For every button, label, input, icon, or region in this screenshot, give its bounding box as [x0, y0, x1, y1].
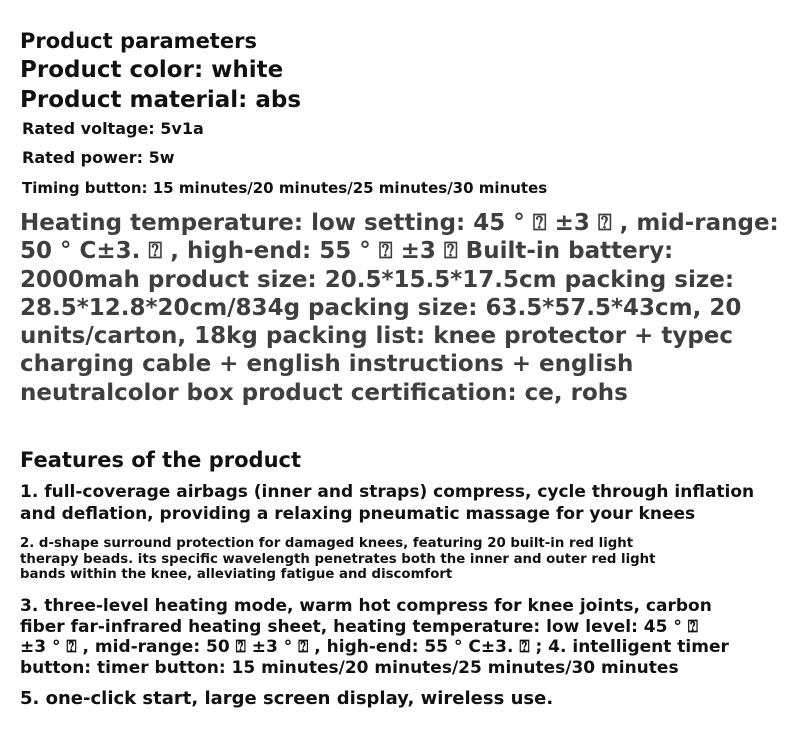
paragraph-line: neutralcolor box product certification: ce, rohs — [20, 379, 628, 406]
product-color: Product color: white — [20, 57, 284, 83]
paragraph-line: 28.5*12.8*20cm/834g packing size: 63.5*57.5*43cm, 20 — [20, 294, 742, 321]
timing-button-spec: Timing button: 15 minutes/20 minutes/25 minutes/30 minutes — [22, 179, 548, 197]
paragraph-line: charging cable + english instructions + english — [20, 351, 634, 378]
heating-spec-paragraph — [20, 209, 779, 407]
paragraph-line: 2000mah product size: 20.5*15.5*17.5cm packing size: — [20, 266, 735, 293]
paragraph-line: therapy beads. its specific wavelength penetrates both the inner and outer red light — [20, 551, 656, 567]
section-title-features: Features of the product — [20, 448, 302, 472]
section-title-parameters: Product parameters — [20, 29, 257, 53]
paragraph-line: bands within the knee, alleviating fatigue and discomfort — [20, 567, 453, 582]
product-material: Product material: abs — [20, 87, 302, 113]
paragraph-line: units/carton, 18kg packing list: knee protector + typec — [20, 323, 734, 350]
feature-item-1 — [20, 482, 754, 525]
feature-item-2 — [20, 536, 656, 583]
paragraph-line: fiber far-infrared heating sheet, heating temperature: low level: 45 ° ⍰ — [20, 616, 698, 637]
paragraph-line: 1. full-coverage airbags (inner and straps) compress, cycle through inflation — [20, 482, 755, 502]
feature-item-5: 5. one-click start, large screen display, wireless use. — [20, 688, 554, 709]
rated-power: Rated power: 5w — [22, 148, 175, 167]
paragraph-line: ±3 ° ⍰ , mid-range: 50 ⍰ ±3 ° ⍰ , high-end: 55 ° C±3. ⍰ ; 4. intelligent timer — [20, 637, 729, 657]
paragraph-line: 3. three-level heating mode, warm hot compress for knee joints, carbon — [20, 596, 712, 616]
paragraph-line: Heating temperature: low setting: 45 ° ⍰ ±3 ⍰ , mid-range: — [20, 210, 779, 236]
rated-voltage: Rated voltage: 5v1a — [22, 119, 204, 138]
paragraph-line: 2. d-shape surround protection for damaged knees, featuring 20 built-in red light — [20, 536, 634, 551]
paragraph-line: and deflation, providing a relaxing pneumatic massage for your knees — [20, 503, 696, 524]
paragraph-line: 50 ° C±3. ⍰ , high-end: 55 ° ⍰ ±3 ⍰ Built-in battery: — [20, 238, 674, 265]
feature-item-3-4 — [20, 596, 729, 678]
paragraph-line: button: timer button: 15 minutes/20 minutes/25 minutes/30 minutes — [20, 657, 679, 678]
